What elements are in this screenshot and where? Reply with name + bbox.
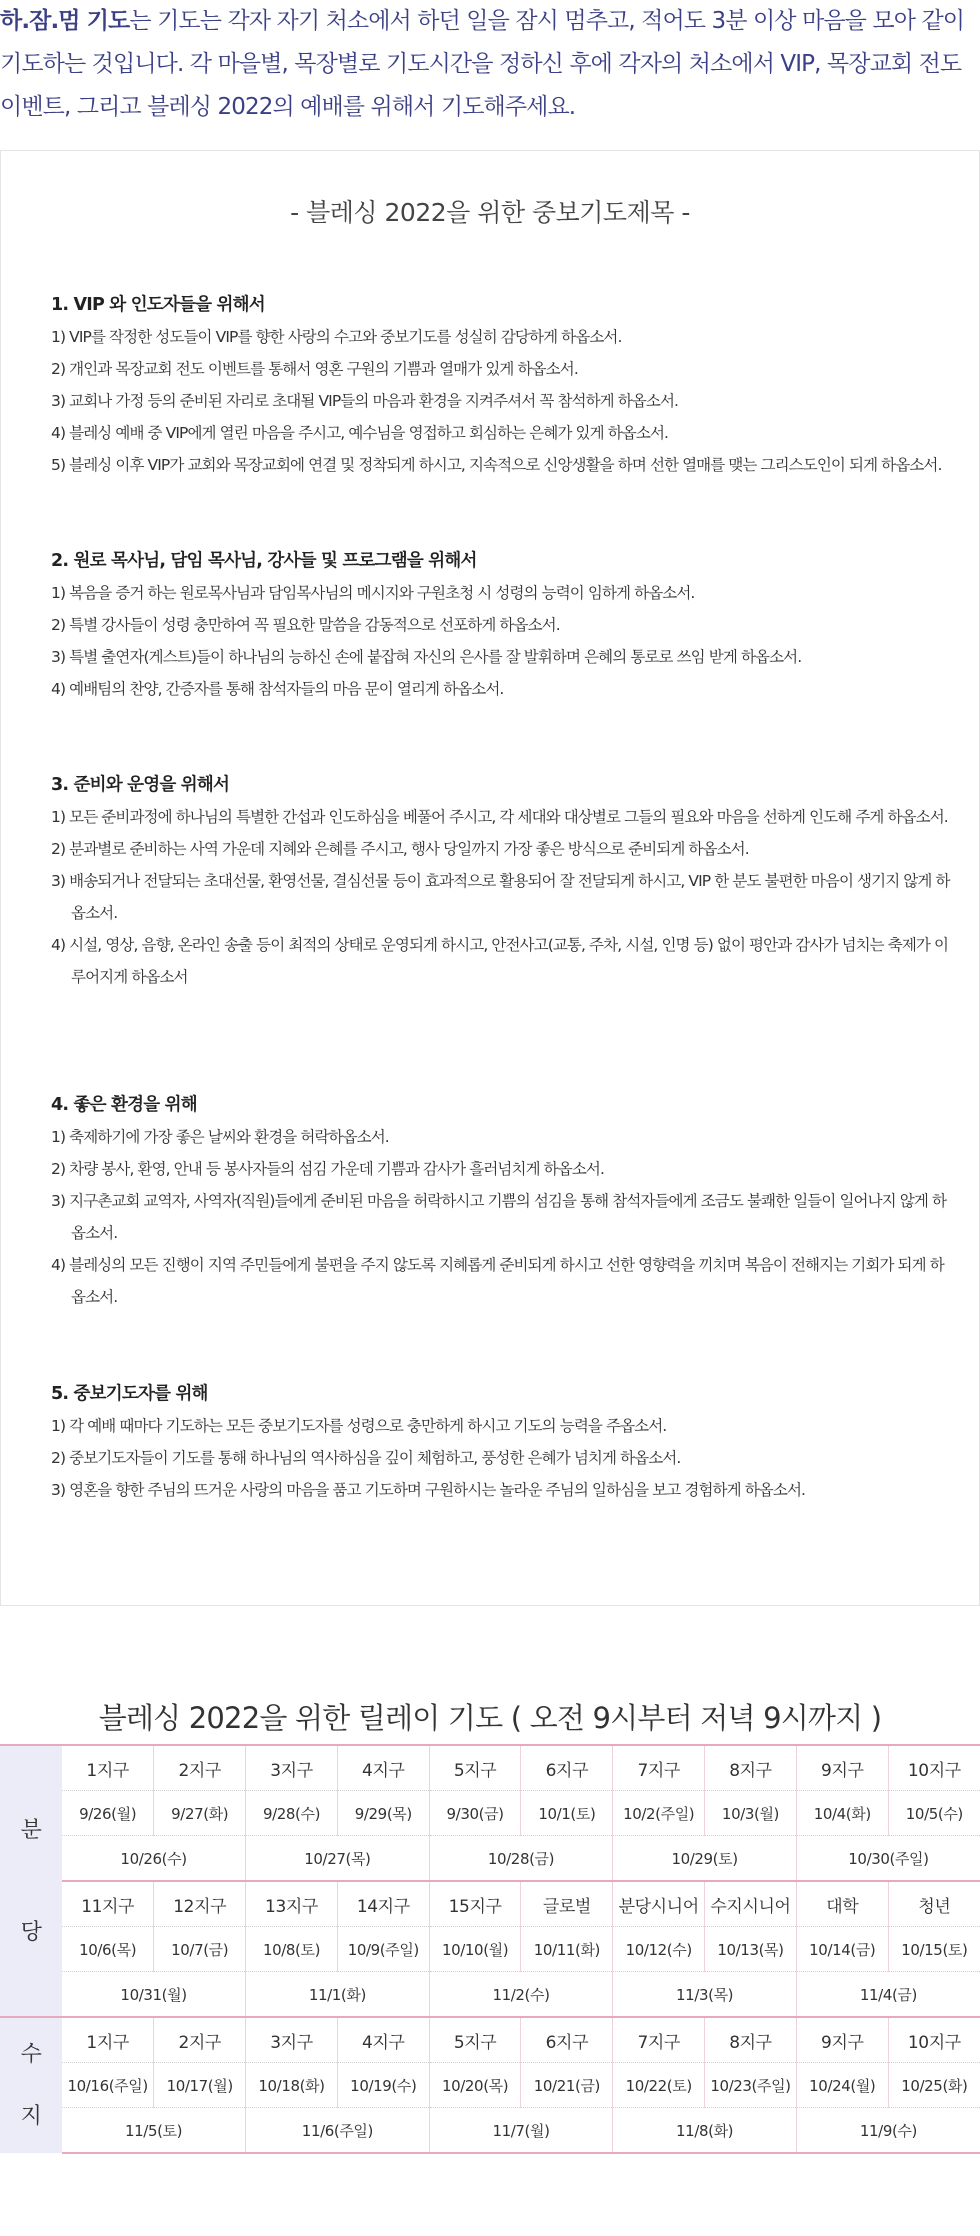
district-cell: 8지구 (705, 2017, 797, 2063)
prayer-item: 1) 각 예배 때마다 기도하는 모든 중보기도자를 성령으로 충만하게 하시고 기도의 능력을 주옵소서. (51, 1417, 667, 1435)
date-cell: 10/19(수) (337, 2063, 429, 2108)
prayer-item: 5) 블레싱 이후 VIP가 교회와 목장교회에 연결 및 정착되게 하시고, 지속적으로 신앙생활을 하며 선한 열매를 맺는 그리스도인이 되게 하옵소서. (51, 456, 942, 474)
district-cell: 대학 (796, 1881, 888, 1927)
region-label-char: 분 (20, 1817, 42, 1843)
date-cell: 10/9(주일) (337, 1927, 429, 1972)
district-cell: 10지구 (888, 2017, 980, 2063)
section-heading: 4. 좋은 환경을 위해 (51, 1095, 197, 1115)
date-cell: 9/27(화) (154, 1791, 246, 1836)
summary-date-cell: 11/1(화) (246, 1972, 430, 2018)
date-cell: 10/10(월) (429, 1927, 521, 1972)
prayer-item: 2) 특별 강사들이 성령 충만하여 꼭 필요한 말씀을 감동적으로 선포하게 하옵소서. (51, 616, 560, 634)
district-cell: 12지구 (154, 1881, 246, 1927)
date-cell: 10/13(목) (705, 1927, 797, 1972)
date-cell: 10/12(수) (613, 1927, 705, 1972)
date-cell: 10/11(화) (521, 1927, 613, 1972)
summary-date-cell: 11/9(수) (796, 2108, 980, 2154)
district-cell: 글로벌 (521, 1881, 613, 1927)
date-cell: 10/23(주일) (705, 2063, 797, 2108)
district-cell: 8지구 (705, 1745, 797, 1791)
prayer-item: 2) 차량 봉사, 환영, 안내 등 봉사자들의 섬김 가운데 기쁨과 감사가 흘러넘치게 하옵소서. (51, 1160, 604, 1178)
summary-date-cell: 10/29(토) (613, 1836, 797, 1882)
intro-paragraph (0, 0, 980, 129)
date-cell: 9/29(목) (337, 1791, 429, 1836)
relay-table-bundang (0, 1744, 980, 2018)
district-cell: 5지구 (429, 1745, 521, 1791)
date-cell: 9/30(금) (429, 1791, 521, 1836)
summary-date-cell: 10/30(주일) (796, 1836, 980, 1882)
district-cell: 1지구 (62, 1745, 154, 1791)
section-pastors (51, 545, 951, 705)
summary-date-cell: 11/3(목) (613, 1972, 797, 2018)
district-cell: 10지구 (888, 1745, 980, 1791)
district-cell: 6지구 (521, 2017, 613, 2063)
district-cell: 수지시니어 (705, 1881, 797, 1927)
district-cell: 11지구 (62, 1881, 154, 1927)
district-cell: 13지구 (246, 1881, 338, 1927)
date-cell: 10/16(주일) (62, 2063, 154, 2108)
region-label-suji (0, 2017, 62, 2153)
district-cell: 7지구 (613, 2017, 705, 2063)
district-cell: 2지구 (154, 1745, 246, 1791)
district-cell: 분당시니어 (613, 1881, 705, 1927)
date-cell: 10/20(목) (429, 2063, 521, 2108)
prayer-item: 4) 블레싱의 모든 진행이 지역 주민들에게 불편을 주지 않도록 지혜롭게 준비되게 하시고 선한 영향력을 끼치며 복음이 전해지는 기회가 되게 하옵소서. (51, 1256, 944, 1306)
date-cell: 10/2(주일) (613, 1791, 705, 1836)
prayer-topics-title: - 블레싱 2022을 위한 중보기도제목 - (290, 198, 690, 227)
summary-date-cell: 11/6(주일) (246, 2108, 430, 2154)
date-cell: 10/14(금) (796, 1927, 888, 1972)
district-cell: 9지구 (796, 1745, 888, 1791)
intro-lead: 하.잠.멈 기도 (0, 8, 130, 34)
date-cell: 10/25(화) (888, 2063, 980, 2108)
section-intercessors (51, 1378, 951, 1506)
section-vip (51, 289, 951, 481)
prayer-item: 1) VIP를 작정한 성도들이 VIP를 향한 사랑의 수고와 중보기도를 성실히 감당하게 하옵소서. (51, 328, 622, 346)
district-cell: 6지구 (521, 1745, 613, 1791)
prayer-item: 3) 교회나 가정 등의 준비된 자리로 초대될 VIP들의 마음과 환경을 지켜주셔서 꼭 참석하게 하옵소서. (51, 392, 679, 410)
district-cell: 14지구 (337, 1881, 429, 1927)
prayer-topics-card (0, 150, 980, 1606)
prayer-item: 3) 지구촌교회 교역자, 사역자(직원)들에게 준비된 마음을 허락하시고 기쁨의 섬김을 통해 참석자들에게 조금도 불쾌한 일들이 일어나지 않게 하옵소서. (51, 1192, 947, 1242)
section-heading: 2. 원로 목사님, 담임 목사님, 강사들 및 프로그램을 위해서 (51, 551, 477, 571)
section-preparation (51, 769, 951, 993)
intro-text: 는 기도는 각자 자기 처소에서 하던 일을 잠시 멈추고, 적어도 3분 이상 마음을 모아 같이 기도하는 것입니다. 각 마을별, 목장별로 기도시간을 정하신 후에 각자의 처소에서 VIP, 목장교회 전도이벤트, 그리고 블레싱 2022의 예배를 위해서 기도해주세요. (0, 8, 965, 120)
region-label-char: 지 (20, 2103, 42, 2129)
prayer-item: 1) 축제하기에 가장 좋은 날씨와 환경을 허락하옵소서. (51, 1128, 389, 1146)
relay-table-suji (0, 2016, 980, 2154)
summary-date-cell: 11/8(화) (613, 2108, 797, 2154)
region-label-char: 당 (20, 1919, 42, 1945)
date-cell: 10/6(목) (62, 1927, 154, 1972)
region-label-bundang (0, 1745, 62, 2017)
district-cell: 청년 (888, 1881, 980, 1927)
section-environment (51, 1089, 951, 1313)
district-cell: 9지구 (796, 2017, 888, 2063)
date-cell: 10/8(토) (246, 1927, 338, 1972)
prayer-item: 3) 배송되거나 전달되는 초대선물, 환영선물, 결심선물 등이 효과적으로 활용되어 잘 전달되게 하시고, VIP 한 분도 불편한 마음이 생기지 않게 하옵소서. (51, 872, 950, 922)
prayer-item: 4) 블레싱 예배 중 VIP에게 열린 마음을 주시고, 예수님을 영접하고 회심하는 은혜가 있게 하옵소서. (51, 424, 669, 442)
section-heading: 5. 중보기도자를 위해 (51, 1384, 208, 1404)
prayer-item: 3) 특별 출연자(게스트)들이 하나님의 능하신 손에 붙잡혀 자신의 은사를 잘 발휘하며 은혜의 통로로 쓰임 받게 하옵소서. (51, 648, 802, 666)
district-cell: 7지구 (613, 1745, 705, 1791)
date-cell: 10/24(월) (796, 2063, 888, 2108)
date-cell: 10/22(토) (613, 2063, 705, 2108)
district-cell: 15지구 (429, 1881, 521, 1927)
summary-date-cell: 10/31(월) (62, 1972, 246, 2018)
district-cell: 4지구 (337, 2017, 429, 2063)
summary-date-cell: 11/2(수) (429, 1972, 613, 2018)
prayer-item: 2) 개인과 목장교회 전도 이벤트를 통해서 영혼 구원의 기쁨과 열매가 있게 하옵소서. (51, 360, 578, 378)
prayer-item: 2) 중보기도자들이 기도를 통해 하나님의 역사하심을 깊이 체험하고, 풍성한 은혜가 넘치게 하옵소서. (51, 1449, 681, 1467)
region-label-char: 수 (20, 2041, 42, 2067)
date-cell: 10/7(금) (154, 1927, 246, 1972)
prayer-item: 2) 분과별로 준비하는 사역 가운데 지혜와 은혜를 주시고, 행사 당일까지 가장 좋은 방식으로 준비되게 하옵소서. (51, 840, 749, 858)
district-cell: 4지구 (337, 1745, 429, 1791)
date-cell: 10/15(토) (888, 1927, 980, 1972)
summary-date-cell: 11/4(금) (796, 1972, 980, 2018)
date-cell: 10/3(월) (705, 1791, 797, 1836)
date-cell: 10/21(금) (521, 2063, 613, 2108)
prayer-item: 1) 복음을 증거 하는 원로목사님과 담임목사님의 메시지와 구원초청 시 성령의 능력이 임하게 하옵소서. (51, 584, 695, 602)
prayer-item: 4) 예배팀의 찬양, 간증자를 통해 참석자들의 마음 문이 열리게 하옵소서. (51, 680, 504, 698)
summary-date-cell: 11/7(월) (429, 2108, 613, 2154)
district-cell: 3지구 (246, 2017, 338, 2063)
summary-date-cell: 10/28(금) (429, 1836, 613, 1882)
summary-date-cell: 10/27(목) (246, 1836, 430, 1882)
section-heading: 1. VIP 와 인도자들을 위해서 (51, 295, 265, 315)
section-heading: 3. 준비와 운영을 위해서 (51, 775, 230, 795)
district-cell: 2지구 (154, 2017, 246, 2063)
summary-date-cell: 11/5(토) (62, 2108, 246, 2154)
summary-date-cell: 10/26(수) (62, 1836, 246, 1882)
district-cell: 5지구 (429, 2017, 521, 2063)
date-cell: 10/17(월) (154, 2063, 246, 2108)
prayer-item: 1) 모든 준비과정에 하나님의 특별한 간섭과 인도하심을 베풀어 주시고, 각 세대와 대상별로 그들의 필요와 마음을 선하게 인도해 주게 하옵소서. (51, 808, 948, 826)
district-cell: 3지구 (246, 1745, 338, 1791)
date-cell: 10/5(수) (888, 1791, 980, 1836)
date-cell: 9/28(수) (246, 1791, 338, 1836)
prayer-item: 3) 영혼을 향한 주님의 뜨거운 사랑의 마음을 품고 기도하며 구원하시는 놀라운 주님의 일하심을 보고 경험하게 하옵소서. (51, 1481, 806, 1499)
district-cell: 1지구 (62, 2017, 154, 2063)
prayer-item: 4) 시설, 영상, 음향, 온라인 송출 등이 최적의 상태로 운영되게 하시고, 안전사고(교통, 주차, 시설, 인명 등) 없이 평안과 감사가 넘치는 축제가 이루어지게 하옵소서 (51, 936, 949, 986)
date-cell: 10/18(화) (246, 2063, 338, 2108)
date-cell: 10/4(화) (796, 1791, 888, 1836)
relay-prayer-title: 블레싱 2022을 위한 릴레이 기도 ( 오전 9시부터 저녁 9시까지 ) (98, 1701, 882, 1735)
date-cell: 10/1(토) (521, 1791, 613, 1836)
date-cell: 9/26(월) (62, 1791, 154, 1836)
